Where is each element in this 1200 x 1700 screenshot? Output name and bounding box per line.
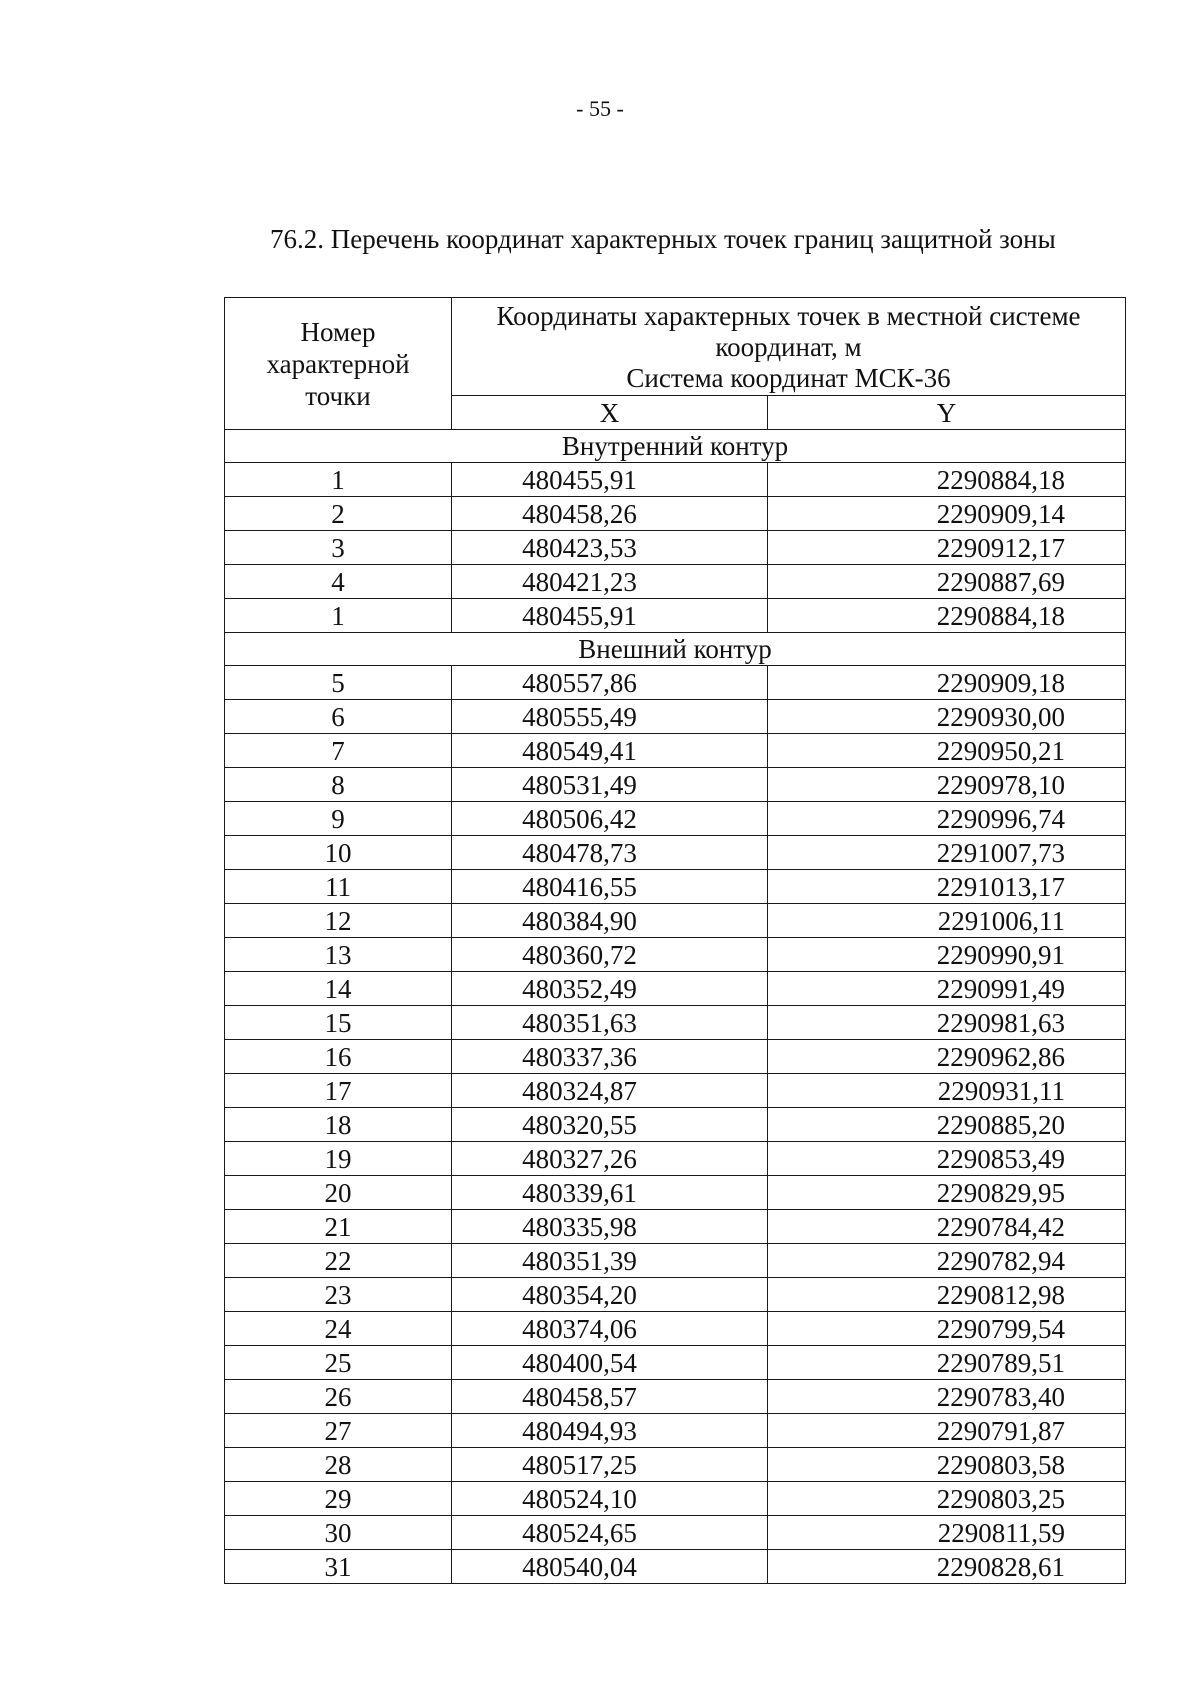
coordinates-header — [452, 298, 1126, 396]
y-coordinate-cell: 2290789,51 — [768, 1346, 1126, 1380]
table-row — [225, 463, 1126, 497]
table-row — [225, 1312, 1126, 1346]
y-coordinate-cell: 2290930,00 — [768, 700, 1126, 734]
table-row — [225, 700, 1126, 734]
x-coordinate-cell: 480351,39 — [452, 1244, 768, 1278]
table-row — [225, 1108, 1126, 1142]
point-number-cell: 12 — [225, 904, 452, 938]
x-coordinate-cell: 480327,26 — [452, 1142, 768, 1176]
point-number-cell: 25 — [225, 1346, 452, 1380]
point-number-cell: 28 — [225, 1448, 452, 1482]
x-coordinate-cell: 480478,73 — [452, 836, 768, 870]
table-row — [225, 1482, 1126, 1516]
y-coordinate-cell: 2290990,91 — [768, 938, 1126, 972]
y-coordinate-cell: 2290811,59 — [768, 1516, 1126, 1550]
point-number-cell: 7 — [225, 734, 452, 768]
point-number-cell: 1 — [225, 599, 452, 633]
table-row — [225, 768, 1126, 802]
table-row — [225, 1380, 1126, 1414]
page-title: 76.2. Перечень координат характерных точек границ защитной зоны — [270, 224, 1056, 254]
point-number-cell: 17 — [225, 1074, 452, 1108]
x-coordinate-cell: 480555,49 — [452, 700, 768, 734]
table-row — [225, 1210, 1126, 1244]
point-number-cell: 24 — [225, 1312, 452, 1346]
x-coordinate-cell: 480400,54 — [452, 1346, 768, 1380]
point-number-cell: 31 — [225, 1550, 452, 1584]
point-number-cell: 4 — [225, 565, 452, 599]
y-coordinate-cell: 2290812,98 — [768, 1278, 1126, 1312]
point-number-cell: 3 — [225, 531, 452, 565]
table-row — [225, 1516, 1126, 1550]
point-number-header-line: Номер — [300, 316, 376, 347]
y-coordinate-cell: 2290931,11 — [768, 1074, 1126, 1108]
table-row — [225, 1414, 1126, 1448]
x-column-header: X — [452, 396, 768, 430]
table-row — [225, 1448, 1126, 1482]
point-number-cell: 30 — [225, 1516, 452, 1550]
table-row — [225, 904, 1126, 938]
y-coordinate-cell: 2290829,95 — [768, 1176, 1126, 1210]
table-row — [225, 1278, 1126, 1312]
x-coordinate-cell: 480421,23 — [452, 565, 768, 599]
y-coordinate-cell: 2290991,49 — [768, 972, 1126, 1006]
y-coordinate-cell: 2290853,49 — [768, 1142, 1126, 1176]
y-coordinate-cell: 2290803,58 — [768, 1448, 1126, 1482]
table-row — [225, 1550, 1126, 1584]
table-row — [225, 1074, 1126, 1108]
x-coordinate-cell: 480324,87 — [452, 1074, 768, 1108]
point-number-cell: 18 — [225, 1108, 452, 1142]
y-coordinate-cell: 2290799,54 — [768, 1312, 1126, 1346]
point-number-cell: 14 — [225, 972, 452, 1006]
point-number-cell: 26 — [225, 1380, 452, 1414]
table-row — [225, 938, 1126, 972]
table-row — [225, 836, 1126, 870]
point-number-cell: 19 — [225, 1142, 452, 1176]
x-coordinate-cell: 480455,91 — [452, 463, 768, 497]
x-coordinate-cell: 480352,49 — [452, 972, 768, 1006]
y-coordinate-cell: 2291006,11 — [768, 904, 1126, 938]
y-coordinate-cell: 2290912,17 — [768, 531, 1126, 565]
section-title: Внешний контур — [225, 633, 1126, 666]
x-coordinate-cell: 480506,42 — [452, 802, 768, 836]
y-coordinate-cell: 2290782,94 — [768, 1244, 1126, 1278]
x-coordinate-cell: 480517,25 — [452, 1448, 768, 1482]
x-coordinate-cell: 480524,65 — [452, 1516, 768, 1550]
point-number-cell: 15 — [225, 1006, 452, 1040]
point-number-cell: 21 — [225, 1210, 452, 1244]
x-coordinate-cell: 480374,06 — [452, 1312, 768, 1346]
section-row — [225, 633, 1126, 666]
table-row — [225, 1346, 1126, 1380]
table-row — [225, 1142, 1126, 1176]
x-coordinate-cell: 480339,61 — [452, 1176, 768, 1210]
point-number-cell: 16 — [225, 1040, 452, 1074]
table-row — [225, 1176, 1126, 1210]
x-coordinate-cell: 480557,86 — [452, 666, 768, 700]
y-coordinate-cell: 2290909,18 — [768, 666, 1126, 700]
x-coordinate-cell: 480458,57 — [452, 1380, 768, 1414]
point-number-cell: 27 — [225, 1414, 452, 1448]
page-number: - 55 - — [576, 96, 624, 121]
point-number-cell: 1 — [225, 463, 452, 497]
y-coordinate-cell: 2290784,42 — [768, 1210, 1126, 1244]
y-coordinate-cell: 2290996,74 — [768, 802, 1126, 836]
y-coordinate-cell: 2290978,10 — [768, 768, 1126, 802]
x-coordinate-cell: 480337,36 — [452, 1040, 768, 1074]
y-coordinate-cell: 2290887,69 — [768, 565, 1126, 599]
table-header — [225, 298, 1126, 430]
section-title: Внутренний контур — [225, 430, 1126, 463]
x-coordinate-cell: 480351,63 — [452, 1006, 768, 1040]
x-coordinate-cell: 480540,04 — [452, 1550, 768, 1584]
table-row — [225, 1244, 1126, 1278]
point-number-cell: 20 — [225, 1176, 452, 1210]
table-row — [225, 870, 1126, 904]
x-coordinate-cell: 480384,90 — [452, 904, 768, 938]
x-coordinate-cell: 480531,49 — [452, 768, 768, 802]
y-coordinate-cell: 2291013,17 — [768, 870, 1126, 904]
table-row — [225, 599, 1126, 633]
coordinates-header-line: Система координат МСК-36 — [626, 362, 951, 393]
point-number-cell: 13 — [225, 938, 452, 972]
section-row — [225, 430, 1126, 463]
y-coordinate-cell: 2290783,40 — [768, 1380, 1126, 1414]
point-number-cell: 11 — [225, 870, 452, 904]
x-coordinate-cell: 480458,26 — [452, 497, 768, 531]
y-coordinate-cell: 2290909,14 — [768, 497, 1126, 531]
point-number-header — [225, 298, 452, 430]
point-number-cell: 22 — [225, 1244, 452, 1278]
x-coordinate-cell: 480549,41 — [452, 734, 768, 768]
y-coordinate-cell: 2290884,18 — [768, 463, 1126, 497]
point-number-cell: 29 — [225, 1482, 452, 1516]
y-column-header: Y — [768, 396, 1126, 430]
point-number-cell: 2 — [225, 497, 452, 531]
coordinates-table — [224, 297, 1126, 1584]
table-row — [225, 802, 1126, 836]
point-number-cell: 6 — [225, 700, 452, 734]
table-row — [225, 666, 1126, 700]
point-number-cell: 10 — [225, 836, 452, 870]
y-coordinate-cell: 2290885,20 — [768, 1108, 1126, 1142]
y-coordinate-cell: 2290791,87 — [768, 1414, 1126, 1448]
coordinates-header-line: координат, м — [715, 331, 862, 362]
x-coordinate-cell: 480423,53 — [452, 531, 768, 565]
y-coordinate-cell: 2290884,18 — [768, 599, 1126, 633]
point-number-cell: 8 — [225, 768, 452, 802]
table-row — [225, 972, 1126, 1006]
x-coordinate-cell: 480320,55 — [452, 1108, 768, 1142]
x-coordinate-cell: 480455,91 — [452, 599, 768, 633]
point-number-cell: 23 — [225, 1278, 452, 1312]
table-row — [225, 734, 1126, 768]
table-row — [225, 1040, 1126, 1074]
x-coordinate-cell: 480494,93 — [452, 1414, 768, 1448]
y-coordinate-cell: 2290950,21 — [768, 734, 1126, 768]
x-coordinate-cell: 480354,20 — [452, 1278, 768, 1312]
table-row — [225, 1006, 1126, 1040]
point-number-cell: 9 — [225, 802, 452, 836]
table-row — [225, 565, 1126, 599]
x-coordinate-cell: 480524,10 — [452, 1482, 768, 1516]
coordinates-header-line: Координаты характерных точек в местной системе — [496, 300, 1081, 331]
point-number-header-line: точки — [305, 380, 371, 411]
y-coordinate-cell: 2290803,25 — [768, 1482, 1126, 1516]
y-coordinate-cell: 2290981,63 — [768, 1006, 1126, 1040]
table-body — [225, 430, 1126, 1584]
y-coordinate-cell: 2291007,73 — [768, 836, 1126, 870]
table-row — [225, 497, 1126, 531]
point-number-header-line: характерной — [266, 348, 410, 379]
y-coordinate-cell: 2290828,61 — [768, 1550, 1126, 1584]
point-number-cell: 5 — [225, 666, 452, 700]
x-coordinate-cell: 480360,72 — [452, 938, 768, 972]
table-row — [225, 531, 1126, 565]
y-coordinate-cell: 2290962,86 — [768, 1040, 1126, 1074]
x-coordinate-cell: 480416,55 — [452, 870, 768, 904]
x-coordinate-cell: 480335,98 — [452, 1210, 768, 1244]
